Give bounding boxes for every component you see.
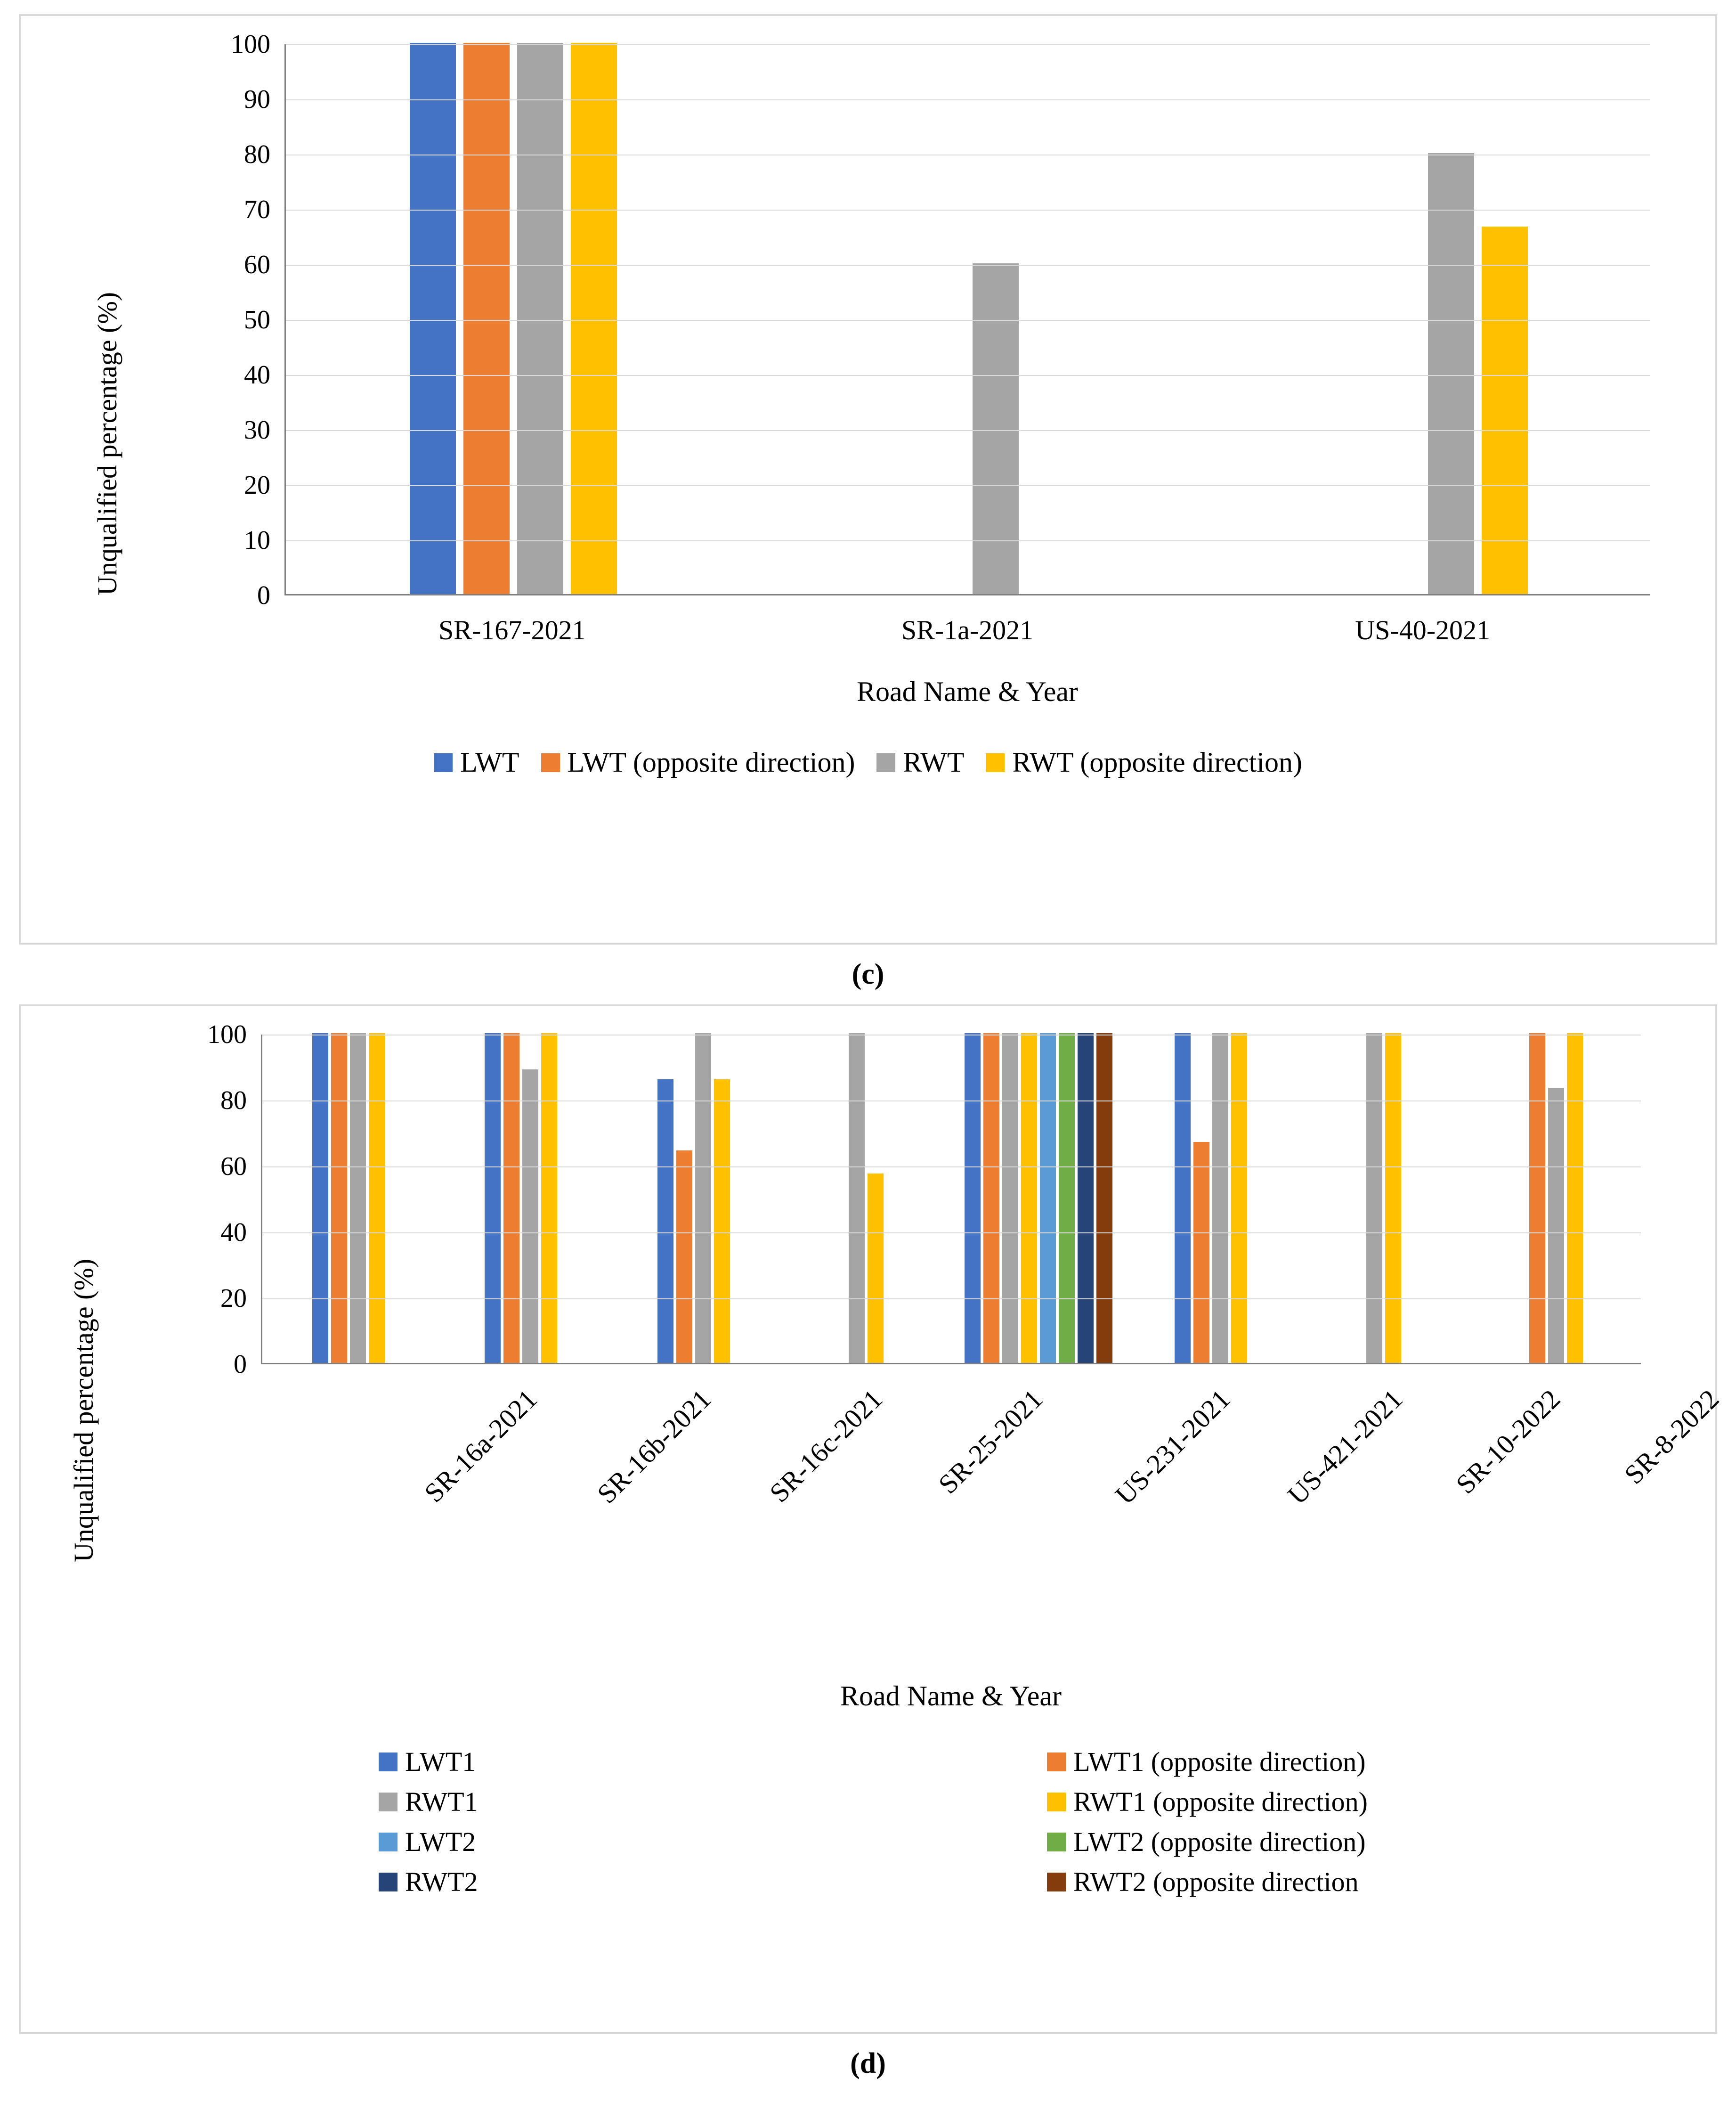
y-tick-label: 0	[234, 1350, 247, 1379]
y-tick-label: 60	[244, 250, 270, 279]
bar	[1059, 1033, 1075, 1363]
gridline	[286, 44, 1650, 45]
legend-item	[876, 746, 964, 779]
legend-item	[379, 1866, 1047, 1898]
y-tick-label: 20	[244, 471, 270, 500]
bars-d	[262, 1035, 1641, 1363]
legend-item	[1047, 1786, 1715, 1818]
legend-swatch	[379, 1873, 397, 1891]
gridline	[262, 1100, 1641, 1101]
bar	[1078, 1033, 1094, 1363]
bar	[868, 1174, 884, 1363]
gridline	[286, 430, 1650, 431]
bar	[1096, 1033, 1112, 1363]
bar	[1231, 1033, 1247, 1363]
panel-caption-c: (c)	[852, 958, 884, 990]
panel-c	[19, 14, 1717, 945]
legend-label: LWT2 (opposite direction)	[1073, 1826, 1366, 1857]
legend-swatch	[379, 1793, 397, 1811]
legend-item	[1047, 1866, 1715, 1898]
x-tick-label: US-421-2021	[1282, 1383, 1409, 1510]
legend-swatch	[541, 753, 560, 772]
bar	[965, 1033, 981, 1363]
bar-group	[952, 1035, 1125, 1363]
bar-group	[435, 1035, 607, 1363]
bar	[1529, 1033, 1545, 1363]
legend-label: LWT	[460, 747, 519, 778]
gridline	[286, 485, 1650, 486]
legend-label: LWT (opposite direction)	[567, 747, 855, 778]
y-tick-label: 80	[220, 1086, 247, 1115]
y-tick-label: 40	[244, 360, 270, 390]
legend-swatch	[1047, 1833, 1066, 1851]
y-axis-label-c: Unqualified percentage (%)	[92, 292, 122, 595]
gridline	[286, 265, 1650, 266]
x-tick-label: SR-16b-2021	[591, 1383, 717, 1509]
y-tick-label: 80	[244, 140, 270, 169]
bar	[1482, 227, 1528, 594]
bar	[350, 1033, 366, 1363]
legend-swatch	[986, 753, 1005, 772]
legend-item	[379, 1786, 1047, 1818]
legend-swatch	[434, 753, 453, 772]
legend-label: RWT	[903, 747, 965, 778]
bar	[541, 1033, 557, 1363]
legend-item	[434, 746, 519, 779]
bar-group	[1125, 1035, 1297, 1363]
bar	[1021, 1033, 1037, 1363]
y-tick-label: 100	[207, 1020, 247, 1049]
x-tick-label: SR-16c-2021	[763, 1383, 888, 1508]
x-axis-label-d: Road Name & Year	[840, 1680, 1062, 1712]
y-tick-label: 40	[220, 1218, 247, 1247]
x-tick-label: SR-16a-2021	[418, 1383, 544, 1508]
y-tick-label: 90	[244, 85, 270, 114]
bar	[369, 1033, 385, 1363]
panel-d	[19, 1004, 1725, 2034]
y-tick-label: 60	[220, 1152, 247, 1181]
y-tick-label: 30	[244, 416, 270, 445]
bar	[517, 43, 563, 594]
legend-item	[1047, 1826, 1715, 1858]
legend-swatch	[379, 1833, 397, 1851]
chart-d	[21, 1006, 1725, 2032]
legend-label: RWT2	[405, 1867, 478, 1897]
gridline	[262, 1166, 1641, 1167]
bar	[1193, 1142, 1209, 1363]
legend-label: RWT1	[405, 1786, 478, 1817]
chart-c	[21, 16, 1715, 943]
plot-area-c	[284, 44, 1650, 595]
bar	[522, 1069, 538, 1363]
bar	[695, 1033, 711, 1363]
legend-item	[541, 746, 855, 779]
bar-group	[741, 44, 1197, 594]
y-tick-label: 10	[244, 526, 270, 555]
y-tick-label: 70	[244, 195, 270, 224]
gridline	[262, 1298, 1641, 1299]
gridline	[286, 99, 1650, 100]
legend-item	[986, 746, 1302, 779]
bar-group	[286, 44, 741, 594]
bar	[312, 1033, 328, 1363]
bar	[1567, 1033, 1583, 1363]
plot-area-d	[261, 1035, 1641, 1364]
bar	[571, 43, 617, 594]
legend-label: RWT2 (opposite direction	[1073, 1867, 1359, 1897]
legend-d	[21, 1746, 1715, 1898]
panel-caption-d: (d)	[850, 2047, 886, 2079]
legend-item	[1047, 1746, 1715, 1777]
bar	[1040, 1033, 1056, 1363]
bar	[1212, 1033, 1228, 1363]
legend-label: LWT1	[405, 1746, 476, 1777]
x-tick-label: SR-10-2022	[1450, 1383, 1566, 1500]
legend-label: LWT1 (opposite direction)	[1073, 1746, 1366, 1777]
bar	[657, 1079, 673, 1363]
y-tick-label: 0	[257, 581, 270, 610]
legend-label: RWT (opposite direction)	[1012, 747, 1302, 778]
legend-swatch	[876, 753, 895, 772]
legend-swatch	[1047, 1873, 1066, 1891]
bar	[485, 1033, 501, 1363]
bar-group	[1196, 44, 1652, 594]
bar-group	[780, 1035, 952, 1363]
y-tick-label: 100	[231, 30, 270, 59]
bar	[973, 263, 1019, 594]
x-tick-label: SR-1a-2021	[901, 615, 1034, 645]
bar	[1385, 1033, 1401, 1363]
bar	[676, 1150, 692, 1363]
x-tick-label: US-231-2021	[1109, 1383, 1236, 1510]
bar	[410, 43, 456, 594]
legend-swatch	[1047, 1752, 1066, 1771]
bar	[463, 43, 510, 594]
gridline	[262, 1232, 1641, 1233]
bar	[1548, 1088, 1564, 1363]
bar	[1002, 1033, 1018, 1363]
legend-swatch	[379, 1752, 397, 1771]
gridline	[286, 375, 1650, 376]
legend-item	[379, 1746, 1047, 1777]
bar-group	[262, 1035, 435, 1363]
x-tick-label: SR-8-2022	[1618, 1383, 1725, 1490]
y-axis-label-d: Unqualified percentage (%)	[68, 1258, 99, 1562]
legend-label: LWT2	[405, 1826, 476, 1857]
legend-item	[379, 1826, 1047, 1858]
x-tick-label: SR-167-2021	[438, 615, 586, 645]
bar-group	[1470, 1035, 1642, 1363]
legend-swatch	[1047, 1793, 1066, 1811]
bar	[503, 1033, 519, 1363]
bars-c	[286, 44, 1650, 594]
bar	[1366, 1033, 1382, 1363]
y-tick-label: 50	[244, 305, 270, 334]
bar	[849, 1033, 865, 1363]
bar	[983, 1033, 999, 1363]
gridline	[286, 540, 1650, 541]
x-tick-label: US-40-2021	[1355, 615, 1491, 645]
bar	[1428, 153, 1474, 594]
legend-c	[21, 746, 1715, 779]
bar-group	[1298, 1035, 1470, 1363]
bar-group	[608, 1035, 780, 1363]
gridline	[286, 320, 1650, 321]
gridline	[286, 210, 1650, 211]
legend-label: RWT1 (opposite direction)	[1073, 1786, 1368, 1817]
bar	[714, 1079, 730, 1363]
bar	[331, 1033, 347, 1363]
x-tick-label: SR-25-2021	[932, 1383, 1049, 1500]
y-tick-label: 20	[220, 1284, 247, 1313]
bar	[1175, 1033, 1191, 1363]
x-axis-label-c: Road Name & Year	[857, 676, 1078, 707]
